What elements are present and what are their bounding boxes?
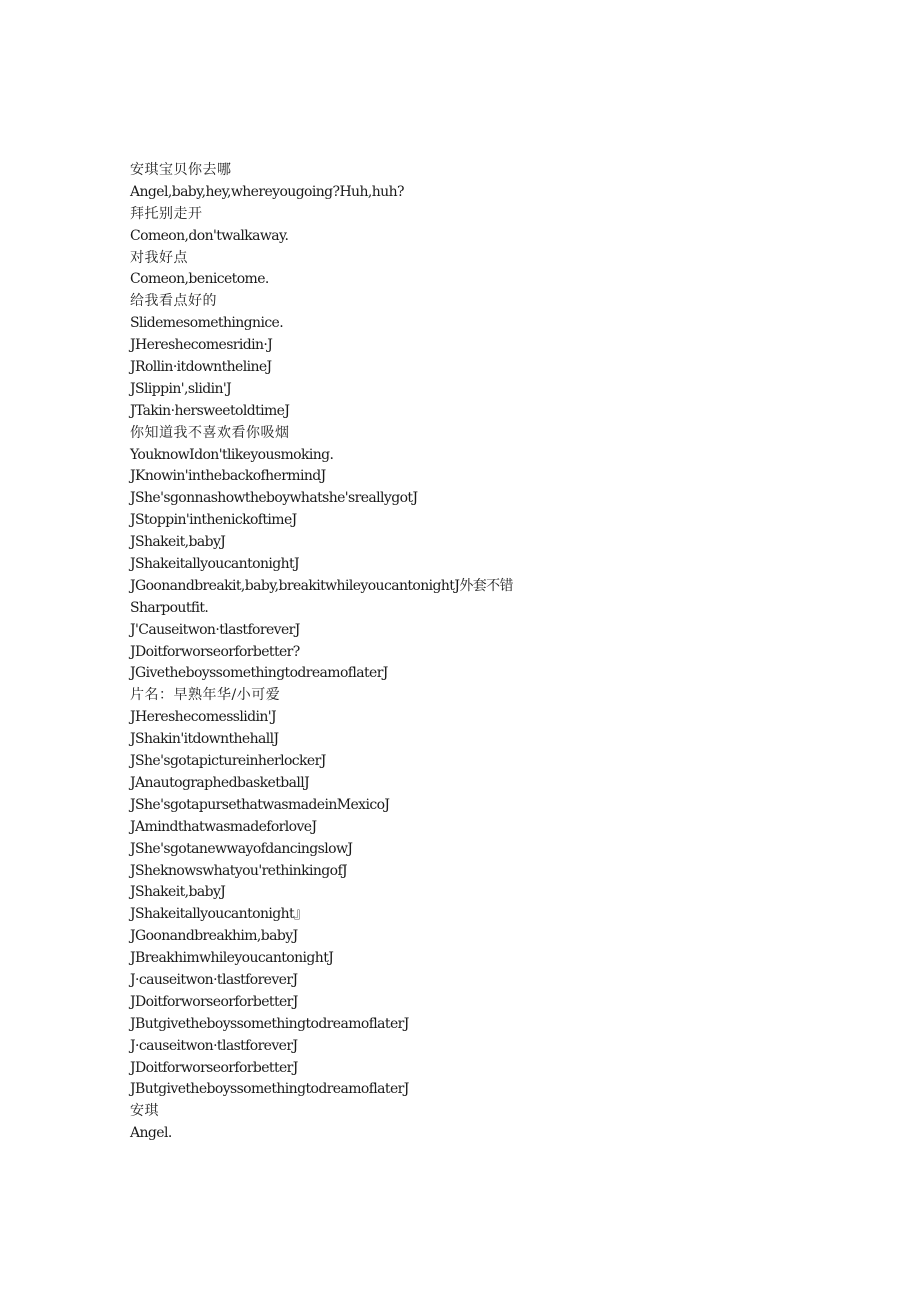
lyric-line-chinese: 给我看点好的 bbox=[130, 293, 217, 310]
lyric-line-english: Angel. bbox=[130, 1125, 172, 1142]
lyric-line-english: JShakeit,babyJ bbox=[130, 534, 226, 551]
lyric-line-english: Comeon,don'twalkaway. bbox=[130, 227, 289, 244]
lyric-line-english: JShakeit,babyJ bbox=[130, 884, 226, 901]
lyric-line-english: JShe'sgotapursethatwasmadeinMexicoJ bbox=[130, 796, 390, 813]
lyric-line-english: JAnautographedbasketballJ bbox=[130, 774, 310, 791]
lyric-line-chinese: 片名：早熟年华/小可爱 bbox=[130, 687, 281, 704]
lyric-line-english: JGoonandbreakit,baby,breakitwhileyoucantonightJ外套不错 bbox=[130, 577, 513, 594]
lyric-line-english: Sharpoutfit. bbox=[130, 599, 209, 616]
lyric-line-english: JShe'sgotanewwayofdancingslowJ bbox=[130, 840, 353, 857]
lyric-line-english: JButgivetheboyssomethingtodreamoflaterJ bbox=[130, 1015, 409, 1032]
lyrics-text-block bbox=[130, 160, 830, 1145]
lyric-line-english: J·causeitwon·tlastforeverJ bbox=[130, 1037, 298, 1054]
lyric-line-english: JShakin'itdownthehallJ bbox=[130, 731, 279, 748]
lyric-line-english: YouknowIdon'tlikeyousmoking. bbox=[130, 446, 334, 463]
lyric-line-english: JGivetheboyssomethingtodreamoflaterJ bbox=[130, 665, 388, 682]
lyric-line-english: Angel,baby,hey,whereyougoing?Huh,huh? bbox=[130, 183, 404, 200]
lyric-line-english: JDoitforworseorforbetterJ bbox=[130, 1059, 298, 1076]
lyric-line-english: JTakin·hersweetoldtimeJ bbox=[130, 402, 290, 419]
lyric-line-chinese: 安琪 bbox=[130, 1103, 159, 1120]
lyric-line-english: J'Causeitwon·tlastforeverJ bbox=[130, 621, 300, 638]
lyric-line-english: JGoonandbreakhim,babyJ bbox=[130, 928, 298, 945]
lyric-line-english: JBreakhimwhileyoucantonightJ bbox=[130, 950, 334, 967]
lyric-line-chinese: 拜托别走开 bbox=[130, 205, 203, 222]
lyric-line-english: JShe'sgotapictureinherlockerJ bbox=[130, 753, 326, 770]
lyric-line-english: JHereshecomesslidin'J bbox=[130, 709, 277, 726]
lyric-line-english: JSlippin',slidin'J bbox=[130, 380, 232, 397]
lyric-line-english: JDoitforworseorforbetterJ bbox=[130, 993, 298, 1010]
lyric-line-english: JKnowin'inthebackofhermindJ bbox=[130, 468, 326, 485]
lyric-line-english: JStoppin'inthenickoftimeJ bbox=[130, 512, 297, 529]
lyric-line-english: JButgivetheboyssomethingtodreamoflaterJ bbox=[130, 1081, 409, 1098]
lyric-line-english: JSheknowswhatyou'rethinkingofJ bbox=[130, 862, 348, 879]
lyric-line-english: JDoitforworseorforbetter? bbox=[130, 643, 300, 660]
lyric-line-chinese: 你知道我不喜欢看你吸烟 bbox=[130, 424, 290, 441]
lyric-line-english: JAmindthatwasmadeforloveJ bbox=[130, 818, 317, 835]
lyric-line-english: Slidemesomethingnice. bbox=[130, 315, 284, 332]
lyric-line-english: JShe'sgonnashowtheboywhatshe'sreallygotJ bbox=[130, 490, 418, 507]
lyric-line-english: JHereshecomesridin·J bbox=[130, 337, 273, 354]
lyric-line-chinese: 对我好点 bbox=[130, 249, 188, 266]
lyric-line-english: Comeon,benicetome. bbox=[130, 271, 269, 288]
lyric-line-chinese: 安琪宝贝你去哪 bbox=[130, 162, 232, 178]
lyric-line-english: J·causeitwon·tlastforeverJ bbox=[130, 971, 298, 988]
lyric-line-english: JShakeitallyoucantonightJ bbox=[130, 556, 300, 573]
lyric-line-english: JShakeitallyoucantonight』 bbox=[130, 906, 308, 923]
lyric-line-english: JRollin·itdownthelineJ bbox=[130, 359, 272, 376]
